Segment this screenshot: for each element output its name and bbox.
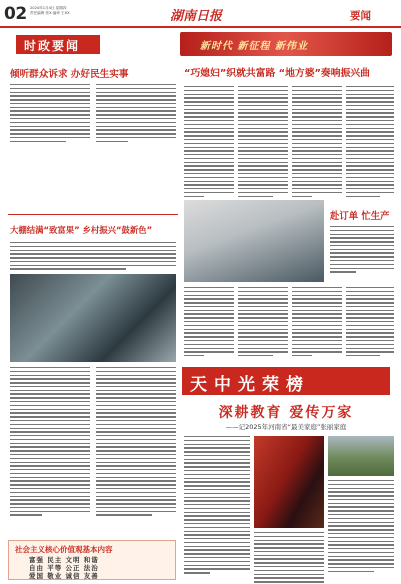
story2-headline: 大棚结满“致富果” 乡村振兴“鼓新色”	[10, 225, 153, 235]
feature2-headline: 赴订单 忙生产	[330, 211, 390, 222]
feature3-subhead: ——记2025年河南省“最美家庭”张丽家庭	[225, 423, 347, 431]
feature3-headline: 深耕教育 爱传万家	[218, 405, 354, 421]
feature3-photo-farm	[328, 436, 394, 476]
lead-headline: “巧媳妇”织就共富路 “地方婆”奏响振兴曲	[184, 68, 370, 79]
lead-col4b	[346, 287, 394, 359]
section-banner-label: 时政要闻	[24, 39, 81, 53]
masthead-logo: 湖南日报	[170, 9, 223, 24]
story-divider	[8, 214, 178, 215]
story2-col2	[96, 367, 176, 518]
issue-meta	[30, 6, 70, 15]
lead-col2	[238, 86, 288, 199]
honor-roll-banner	[182, 367, 390, 395]
section-name: 要闻	[350, 10, 371, 22]
section-banner	[16, 35, 100, 54]
feature3-col3	[328, 480, 394, 575]
feature2-text	[330, 226, 394, 275]
feature3-col1	[184, 436, 250, 576]
lead-col4	[346, 86, 394, 199]
header-rule	[0, 26, 401, 28]
story1-col1	[10, 84, 90, 145]
lead-col3	[292, 86, 342, 199]
top-slogan-text: 新时代 新征程 新伟业	[200, 41, 308, 52]
issue-date: 2024年1月4日 星期四	[30, 6, 67, 10]
core-values-row3: 爱国 敬业 诚信 友善	[29, 572, 99, 580]
core-values-box	[8, 540, 176, 580]
feature2-photo	[184, 200, 324, 282]
story1-col2	[96, 84, 176, 145]
issue-editors: 责任编辑 张X 编审 王XX	[30, 10, 70, 15]
story2-col1	[10, 367, 90, 518]
core-values-row2: 自由 平等 公正 法治	[29, 564, 99, 572]
lead-col1b	[184, 287, 234, 359]
feature3-col2	[254, 532, 324, 584]
page-number: 02	[4, 4, 27, 24]
core-values-row1: 富强 民主 文明 和谐	[29, 556, 99, 564]
lead-col1	[184, 86, 234, 199]
story1-headline: 倾听群众诉求 办好民生实事	[10, 69, 129, 80]
lead-col3b	[292, 287, 342, 359]
story2-photo-lab	[10, 274, 176, 362]
lead-col2b	[238, 287, 288, 359]
core-values-title: 社会主义核心价值观基本内容	[15, 545, 113, 554]
top-slogan-banner	[180, 32, 392, 56]
honor-roll-title: 天中光荣榜	[190, 375, 310, 395]
feature3-photo-stage	[254, 436, 324, 528]
story2-lead	[10, 242, 176, 272]
